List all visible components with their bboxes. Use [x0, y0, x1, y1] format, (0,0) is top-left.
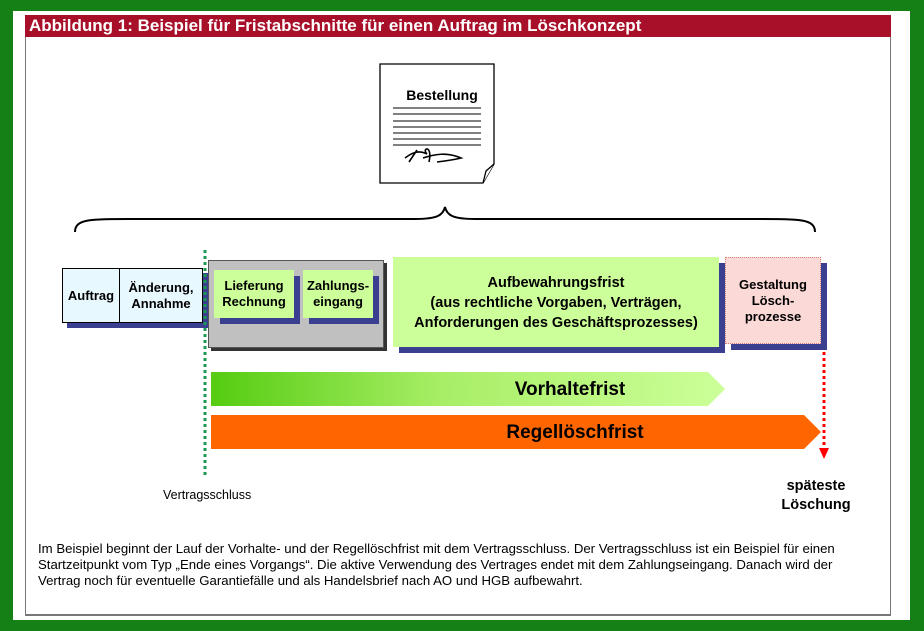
aufbewahrung-detail: (aus rechtliche Vorgaben, Verträgen, Anforderungen des Geschäftsprozesses) — [414, 295, 698, 331]
document-icon — [375, 60, 515, 190]
vertragsschluss-label: Vertragsschluss — [163, 488, 252, 502]
divider — [25, 614, 891, 615]
phase-zahlung: Zahlungs-eingang — [303, 270, 373, 318]
aufbewahrung-title: Aufbewahrungsfrist — [487, 275, 625, 291]
vorhaltefrist-label: Vorhaltefrist — [514, 379, 626, 400]
phase-lieferung: Lieferung Rechnung — [214, 270, 294, 318]
document-label: Bestellung — [406, 87, 478, 103]
vorhaltefrist-arrow — [211, 372, 725, 406]
spaeteste-loeschung-label: späteste Löschung — [781, 478, 851, 513]
phase-auftrag: Auftrag — [63, 269, 120, 322]
phase-aenderung: Änderung, Annahme — [128, 279, 194, 311]
loeschung-marker — [816, 350, 832, 462]
brace-icon — [70, 205, 830, 235]
phase-aufbewahrung — [393, 257, 719, 347]
phase-gestaltung: Gestaltung Lösch-prozesse — [725, 257, 821, 344]
figure-title: Abbildung 1: Beispiel für Fristabschnitte für einen Auftrag im Löschkonzept — [25, 15, 891, 37]
caption-text: Im Beispiel beginnt der Lauf der Vorhalte- und der Regellöschfrist mit dem Vertragsschluss. Der Vertragsschluss ist ein Beispiel für einen Startzeitpunkt vom Typ „Ende eines Vorgangs“. Die aktive Verwendung des Vertrages endet mit dem Zahlungseingang. Danach wird der Vertrag noch für eventuelle Garantiefälle und als Handelsbrief nach AO und HGB aufbewahrt. — [38, 541, 835, 588]
regelloeschfrist-label: Regellöschfrist — [506, 422, 644, 443]
auftrag-group — [62, 268, 203, 323]
